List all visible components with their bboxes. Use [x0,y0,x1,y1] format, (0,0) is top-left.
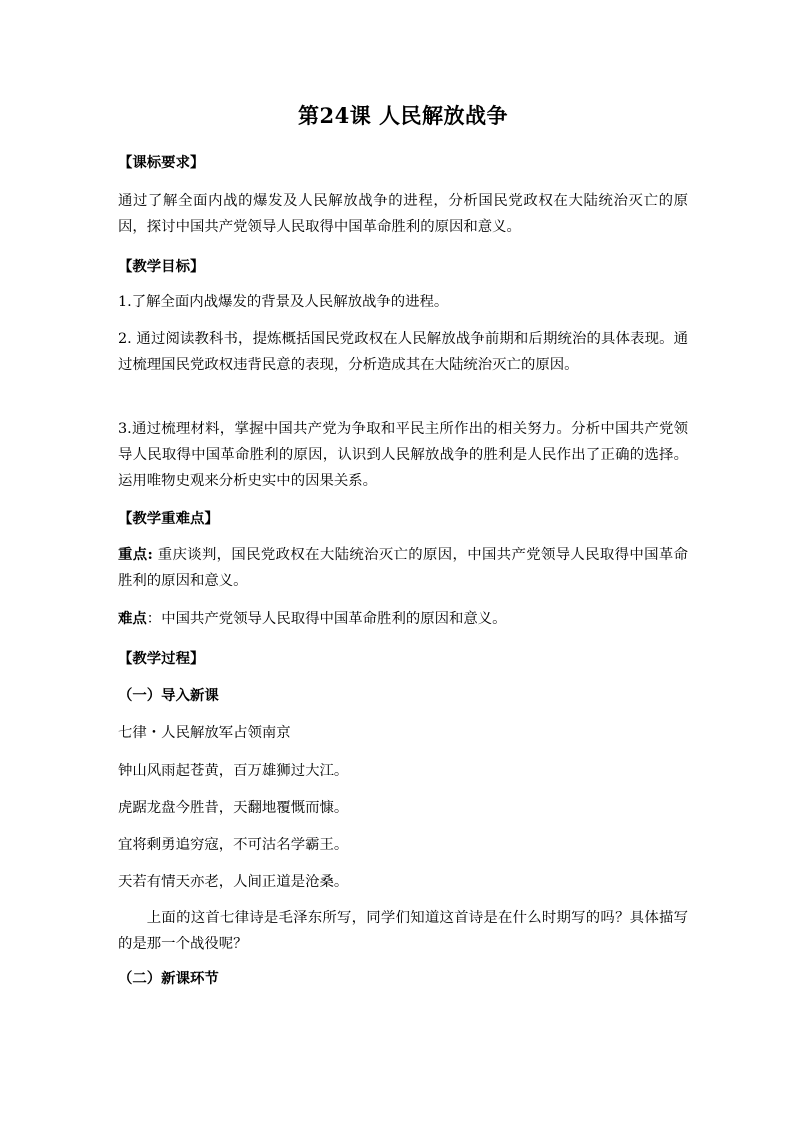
goal-1: 1.了解全面内战爆发的背景及人民解放战争的进程。 [118,294,449,310]
intro-question: 上面的这首七律诗是毛泽东所写，同学们知道这首诗是在什么时期写的吗？具体描写的是那一个战役呢？ [118,910,688,952]
key-point-text: 重庆谈判，国民党政权在大陆统治灭亡的原因，中国共产党领导人民取得中国革命胜利的原因和意义。 [118,547,689,589]
poem-title: 七律・人民解放军占领南京 [118,725,291,741]
difficulty-text: ：中国共产党领导人民取得中国革命胜利的原因和意义。 [146,611,507,627]
goal-2: 2. 通过阅读教科书，提炼概括国民党政权在人民解放战争前期和后期统治的具体表现。通过梳理国民党政权违背民意的表现，分析造成其在大陆统治灭亡的原因。 [118,331,688,373]
key-points-heading: 【教学重难点】 [118,510,219,527]
poem-line: 虎踞龙盘今胜昔，天翻地覆慨而慷。 [118,800,349,816]
curriculum-heading: 【课标要求】 [118,154,205,171]
intro-heading: （一）导入新课 [118,687,219,704]
curriculum-text: 通过了解全面内战的爆发及人民解放战争的进程，分析国民党政权在大陆统治灭亡的原因，探讨中国共产党领导人民取得中国革命胜利的原因和意义。 [118,193,688,235]
key-point-label: 重点: [118,546,153,563]
page-title: 第24课 人民解放战争 [297,103,509,128]
key-point-paragraph [118,542,688,594]
goal-3: 3.通过梳理材料，掌握中国共产党为争取和平民主所作出的相关努力。分析中国共产党领导人民取得中国革命胜利的原因，认识到人民解放战争的胜利是人民作出了正确的选择。运用唯物史观来分析史实中的因果关系。 [118,421,688,489]
difficulty-label: 难点 [118,610,147,627]
poem-line: 天若有情天亦老，人间正道是沧桑。 [118,874,349,890]
new-lesson-heading: （二）新课环节 [118,970,219,987]
poem-line: 宜将剩勇追穷寇，不可沽名学霸王。 [118,837,349,853]
process-heading: 【教学过程】 [118,650,205,667]
difficulty-paragraph [118,606,688,632]
poem-line: 钟山风雨起苍黄，百万雄狮过大江。 [118,763,349,779]
goals-heading: 【教学目标】 [118,258,205,275]
